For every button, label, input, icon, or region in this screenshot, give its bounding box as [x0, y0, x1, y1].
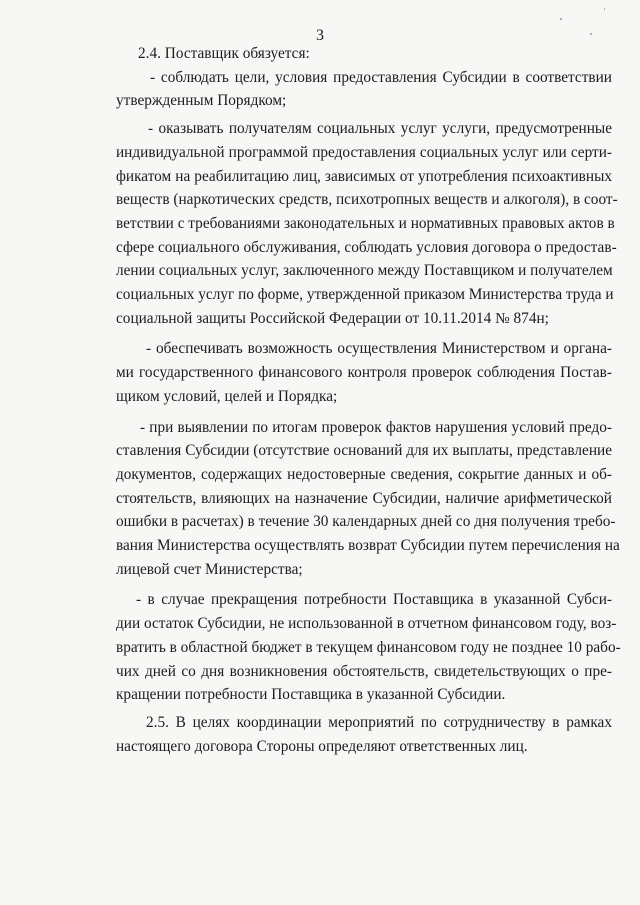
- paragraph-line: - соблюдать цели, условия предоставления Субсидии в соответствии: [150, 68, 612, 86]
- paragraph-line: социальной защиты Российской Федерации от 10.11.2014 № 874н;: [116, 309, 549, 327]
- paragraph-comply-purposes: [116, 66, 612, 113]
- paragraph-line: ошибки в расчетах) в течение 30 календарных дней со дня получения требо-: [116, 513, 616, 531]
- paragraph-ensure-inspections: [116, 337, 612, 408]
- scan-speck: [560, 18, 562, 20]
- section-heading-2-4: [116, 42, 612, 66]
- page-number: 3: [316, 27, 324, 44]
- paragraph-line: индивидуальной программой предоставления социальных услуг или серти-: [116, 143, 612, 161]
- paragraph-line: лении социальных услуг, заключенного между Поставщиком и получателем: [116, 262, 613, 280]
- paragraph-provide-services: [116, 117, 618, 330]
- paragraph-line: лицевой счет Министерства;: [116, 560, 303, 578]
- paragraph-line: 2.5. В целях координации мероприятий по сотрудничеству в рамках: [146, 713, 612, 731]
- paragraph-line: фикатом на реабилитацию лиц, зависимых от употребления психоактивных: [116, 167, 612, 185]
- paragraph-line: утвержденным Порядком;: [116, 92, 287, 110]
- paragraph-line: вания Министерства осуществлять возврат Субсидии путем перечисления на: [116, 537, 620, 555]
- paragraph-line: щиком условий, целей и Порядка;: [116, 387, 338, 405]
- scan-speck: [590, 33, 592, 35]
- paragraph-line: чих дней со дня возникновения обстоятельств, свидетельствующих о пре-: [116, 662, 612, 680]
- paragraph-line: ветствии с требованиями законодательных и нормативных правовых актов в: [116, 214, 615, 232]
- paragraph-line: веществ (наркотических средств, психотропных веществ и алкоголя), в соот-: [116, 191, 618, 209]
- paragraph-line: ми государственного финансового контроля проверок соблюдения Постав-: [116, 364, 612, 382]
- paragraph-line: - при выявлении по итогам проверок фактов нарушения условий предо-: [140, 418, 612, 436]
- paragraph-line: - в случае прекращения потребности Поставщика в указанной Субси-: [136, 591, 612, 609]
- paragraph-line: 2.4. Поставщик обязуется:: [138, 45, 310, 62]
- paragraph-line: ставления Субсидии (отсутствие оснований для их выплаты, представление: [116, 442, 612, 460]
- paragraph-line: кращении потребности Поставщика в указанной Субсидии.: [116, 686, 506, 704]
- paragraph-line: документов, содержащих недостоверные сведения, сокрытие данных и об-: [116, 465, 612, 483]
- paragraph-line: вратить в областной бюджет в текущем финансовом году не позднее 10 рабо-: [116, 638, 621, 656]
- paragraph-line: настоящего договора Стороны определяют ответственных лиц.: [116, 737, 528, 755]
- paragraph-line: - оказывать получателям социальных услуг услуги, предусмотренные: [148, 120, 612, 138]
- paragraph-line: социальных услуг по форме, утвержденной приказом Министерства труда и: [116, 286, 614, 304]
- section-2-5: [116, 711, 612, 758]
- paragraph-remaining-subsidy: [116, 588, 621, 707]
- paragraph-line: дии остаток Субсидии, не использованной в отчетном финансовом году, воз-: [116, 615, 617, 633]
- paragraph-line: стоятельств, влияющих на назначение Субсидии, наличие арифметической: [116, 489, 612, 507]
- paragraph-return-subsidy: [116, 416, 620, 582]
- scan-speck: [604, 8, 605, 10]
- document-body: [116, 42, 621, 758]
- paragraph-line: - обеспечивать возможность осуществления Министерством и органа-: [146, 340, 612, 358]
- paragraph-line: сфере социального обслуживания, соблюдать условия договора о предостав-: [116, 238, 617, 256]
